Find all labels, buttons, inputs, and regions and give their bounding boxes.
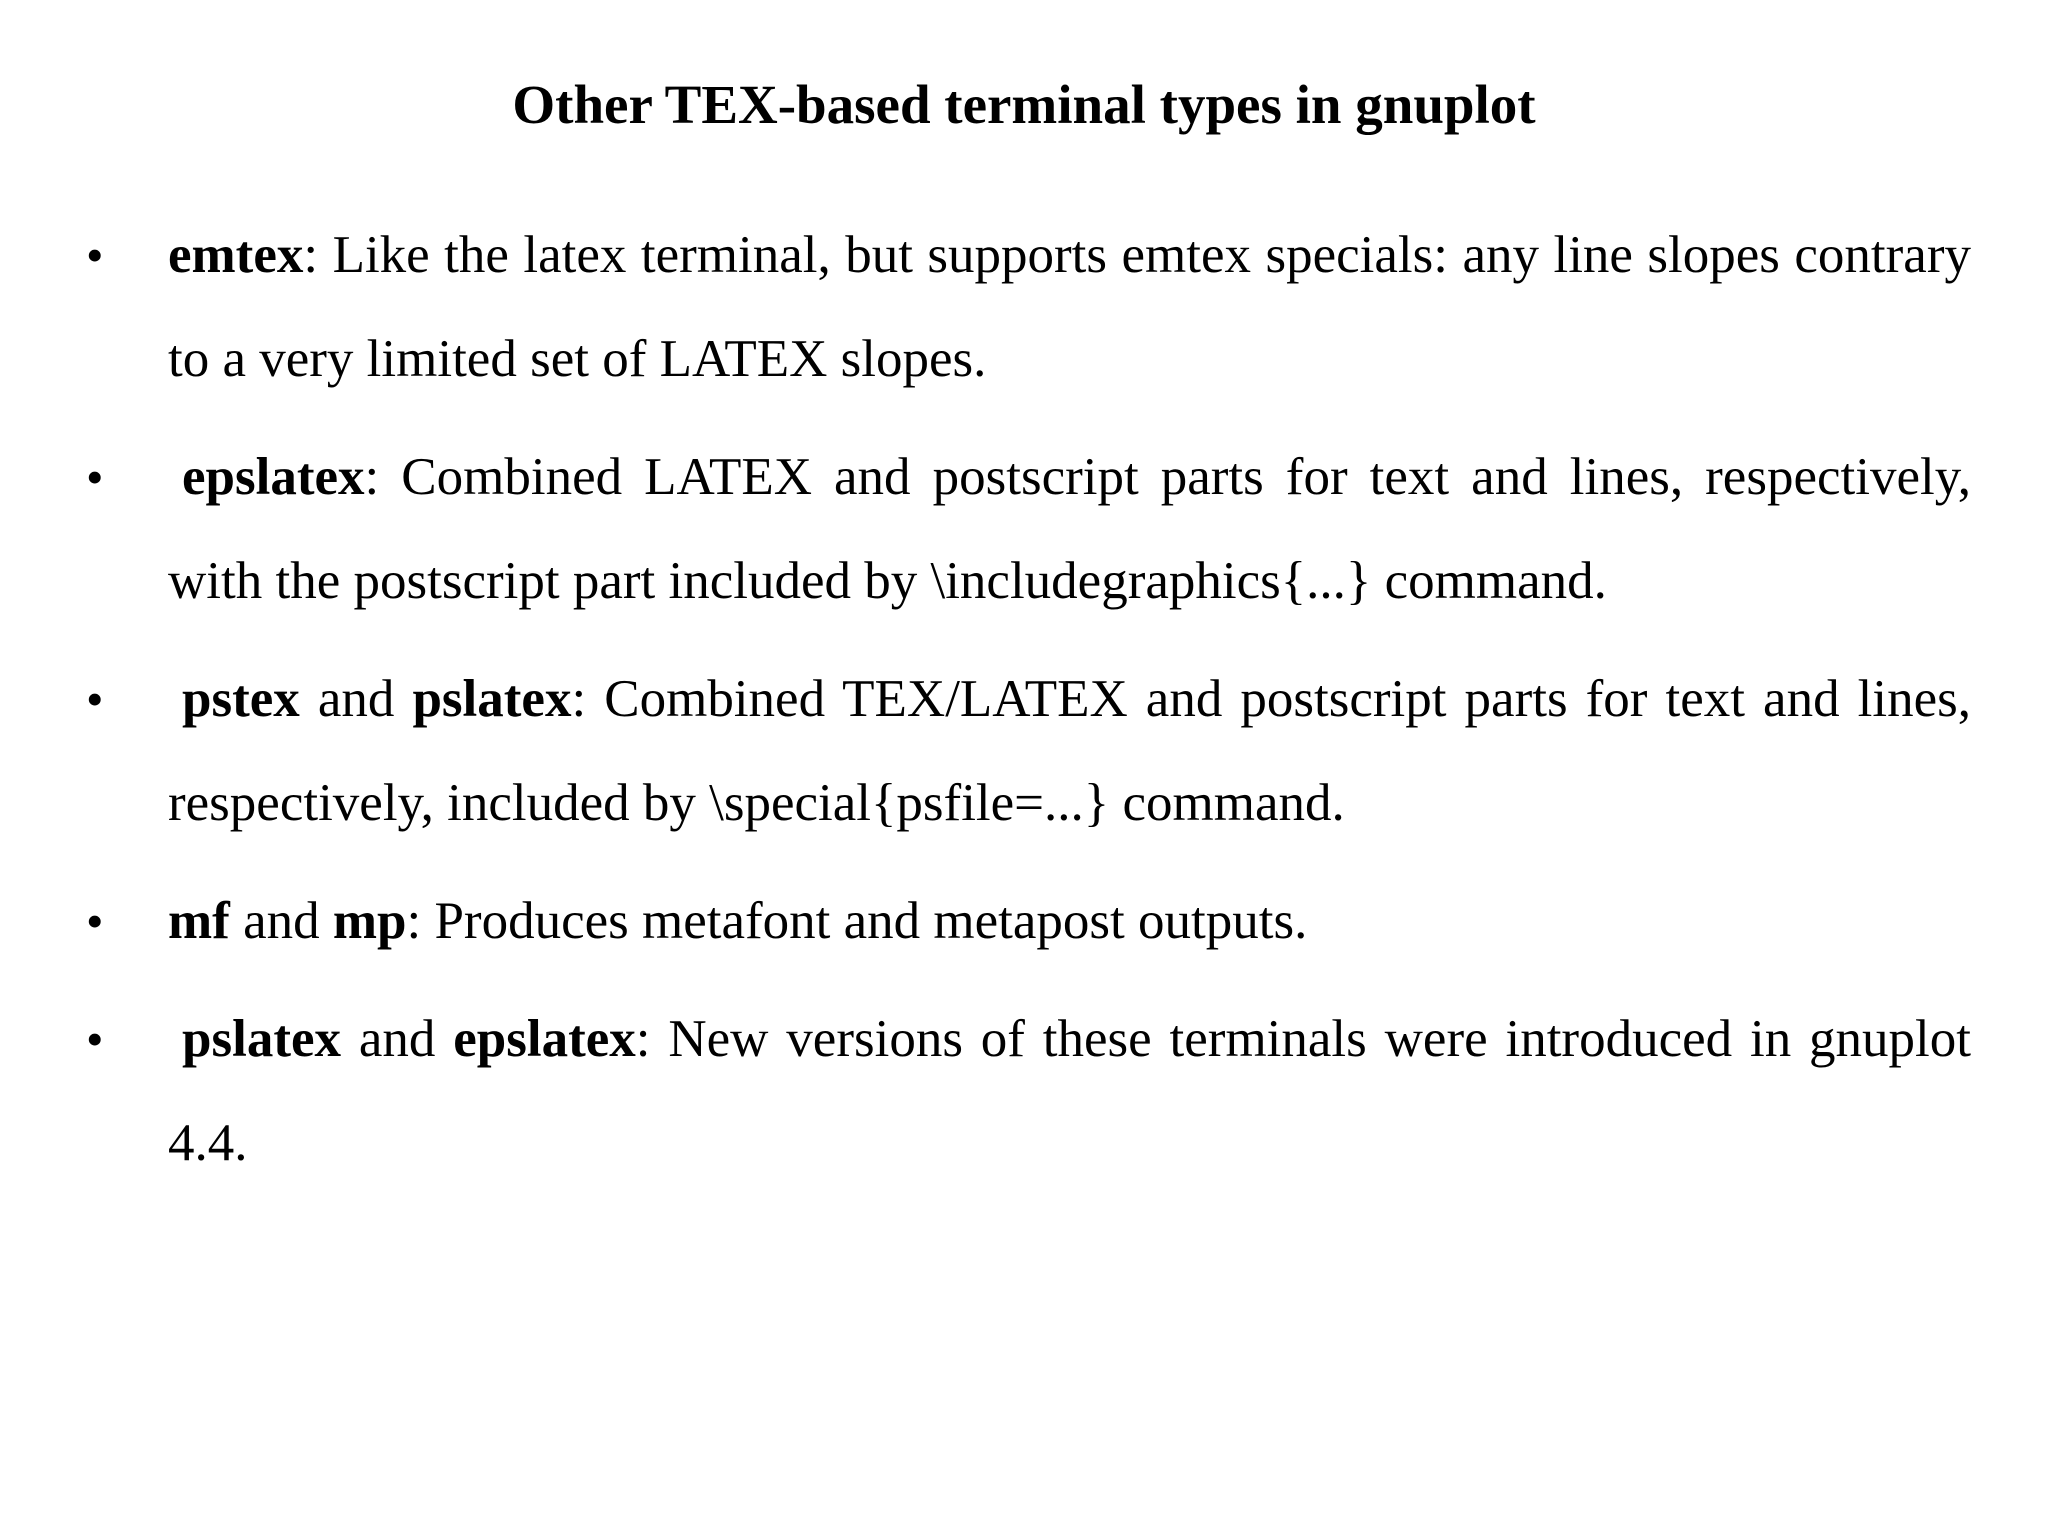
- term-name: pslatex: [412, 670, 572, 728]
- term-description: : Like the latex terminal, but supports emtex specials: any line slopes contrary to a very limited set of LATEX slopes.: [168, 226, 1971, 388]
- bullet-item-pstex-pslatex: [0, 647, 2048, 855]
- bullet-item-emtex: [0, 203, 2048, 411]
- term-name: epslatex: [453, 1010, 636, 1068]
- page-title: Other TEX-based terminal types in gnuplot: [512, 74, 1536, 135]
- bullet-text: [168, 203, 1971, 411]
- bullet-icon: •: [86, 1011, 104, 1067]
- term-description: : Combined TEX/LATEX and postscript parts for text and lines, respectively, included by \special{psfile=...} command.: [168, 670, 1972, 832]
- term-description: : Produces metafont and metapost outputs.: [406, 892, 1308, 950]
- term-description: : Combined LATEX and postscript parts for text and lines, respectively, with the postscript part included by \includegraphics{...} command.: [168, 448, 1971, 610]
- bullet-text: [168, 987, 1971, 1195]
- connector-text: and: [341, 1010, 454, 1068]
- connector-text: and: [299, 670, 413, 728]
- bullet-item-mf-mp: [0, 869, 2048, 973]
- bullet-text: [168, 647, 1971, 855]
- bullet-icon: •: [86, 227, 104, 283]
- term-name: mf: [168, 892, 230, 950]
- bullet-list: [0, 203, 2048, 1209]
- term-name: pslatex: [182, 1010, 341, 1068]
- term-name: emtex: [168, 226, 304, 284]
- bullet-icon: •: [86, 671, 104, 727]
- bullet-text: [168, 425, 1971, 633]
- term-name: pstex: [182, 670, 300, 728]
- bullet-icon: •: [86, 449, 104, 505]
- term-description: : New versions of these terminals were introduced in gnuplot 4.4.: [168, 1010, 1972, 1172]
- bullet-item-epslatex: [0, 425, 2048, 633]
- connector-text: and: [229, 892, 333, 950]
- bullet-text: [168, 869, 1971, 973]
- bullet-item-new-versions: [0, 987, 2048, 1195]
- bullet-icon: •: [86, 893, 104, 949]
- term-name: mp: [332, 892, 407, 950]
- term-name: epslatex: [182, 448, 365, 506]
